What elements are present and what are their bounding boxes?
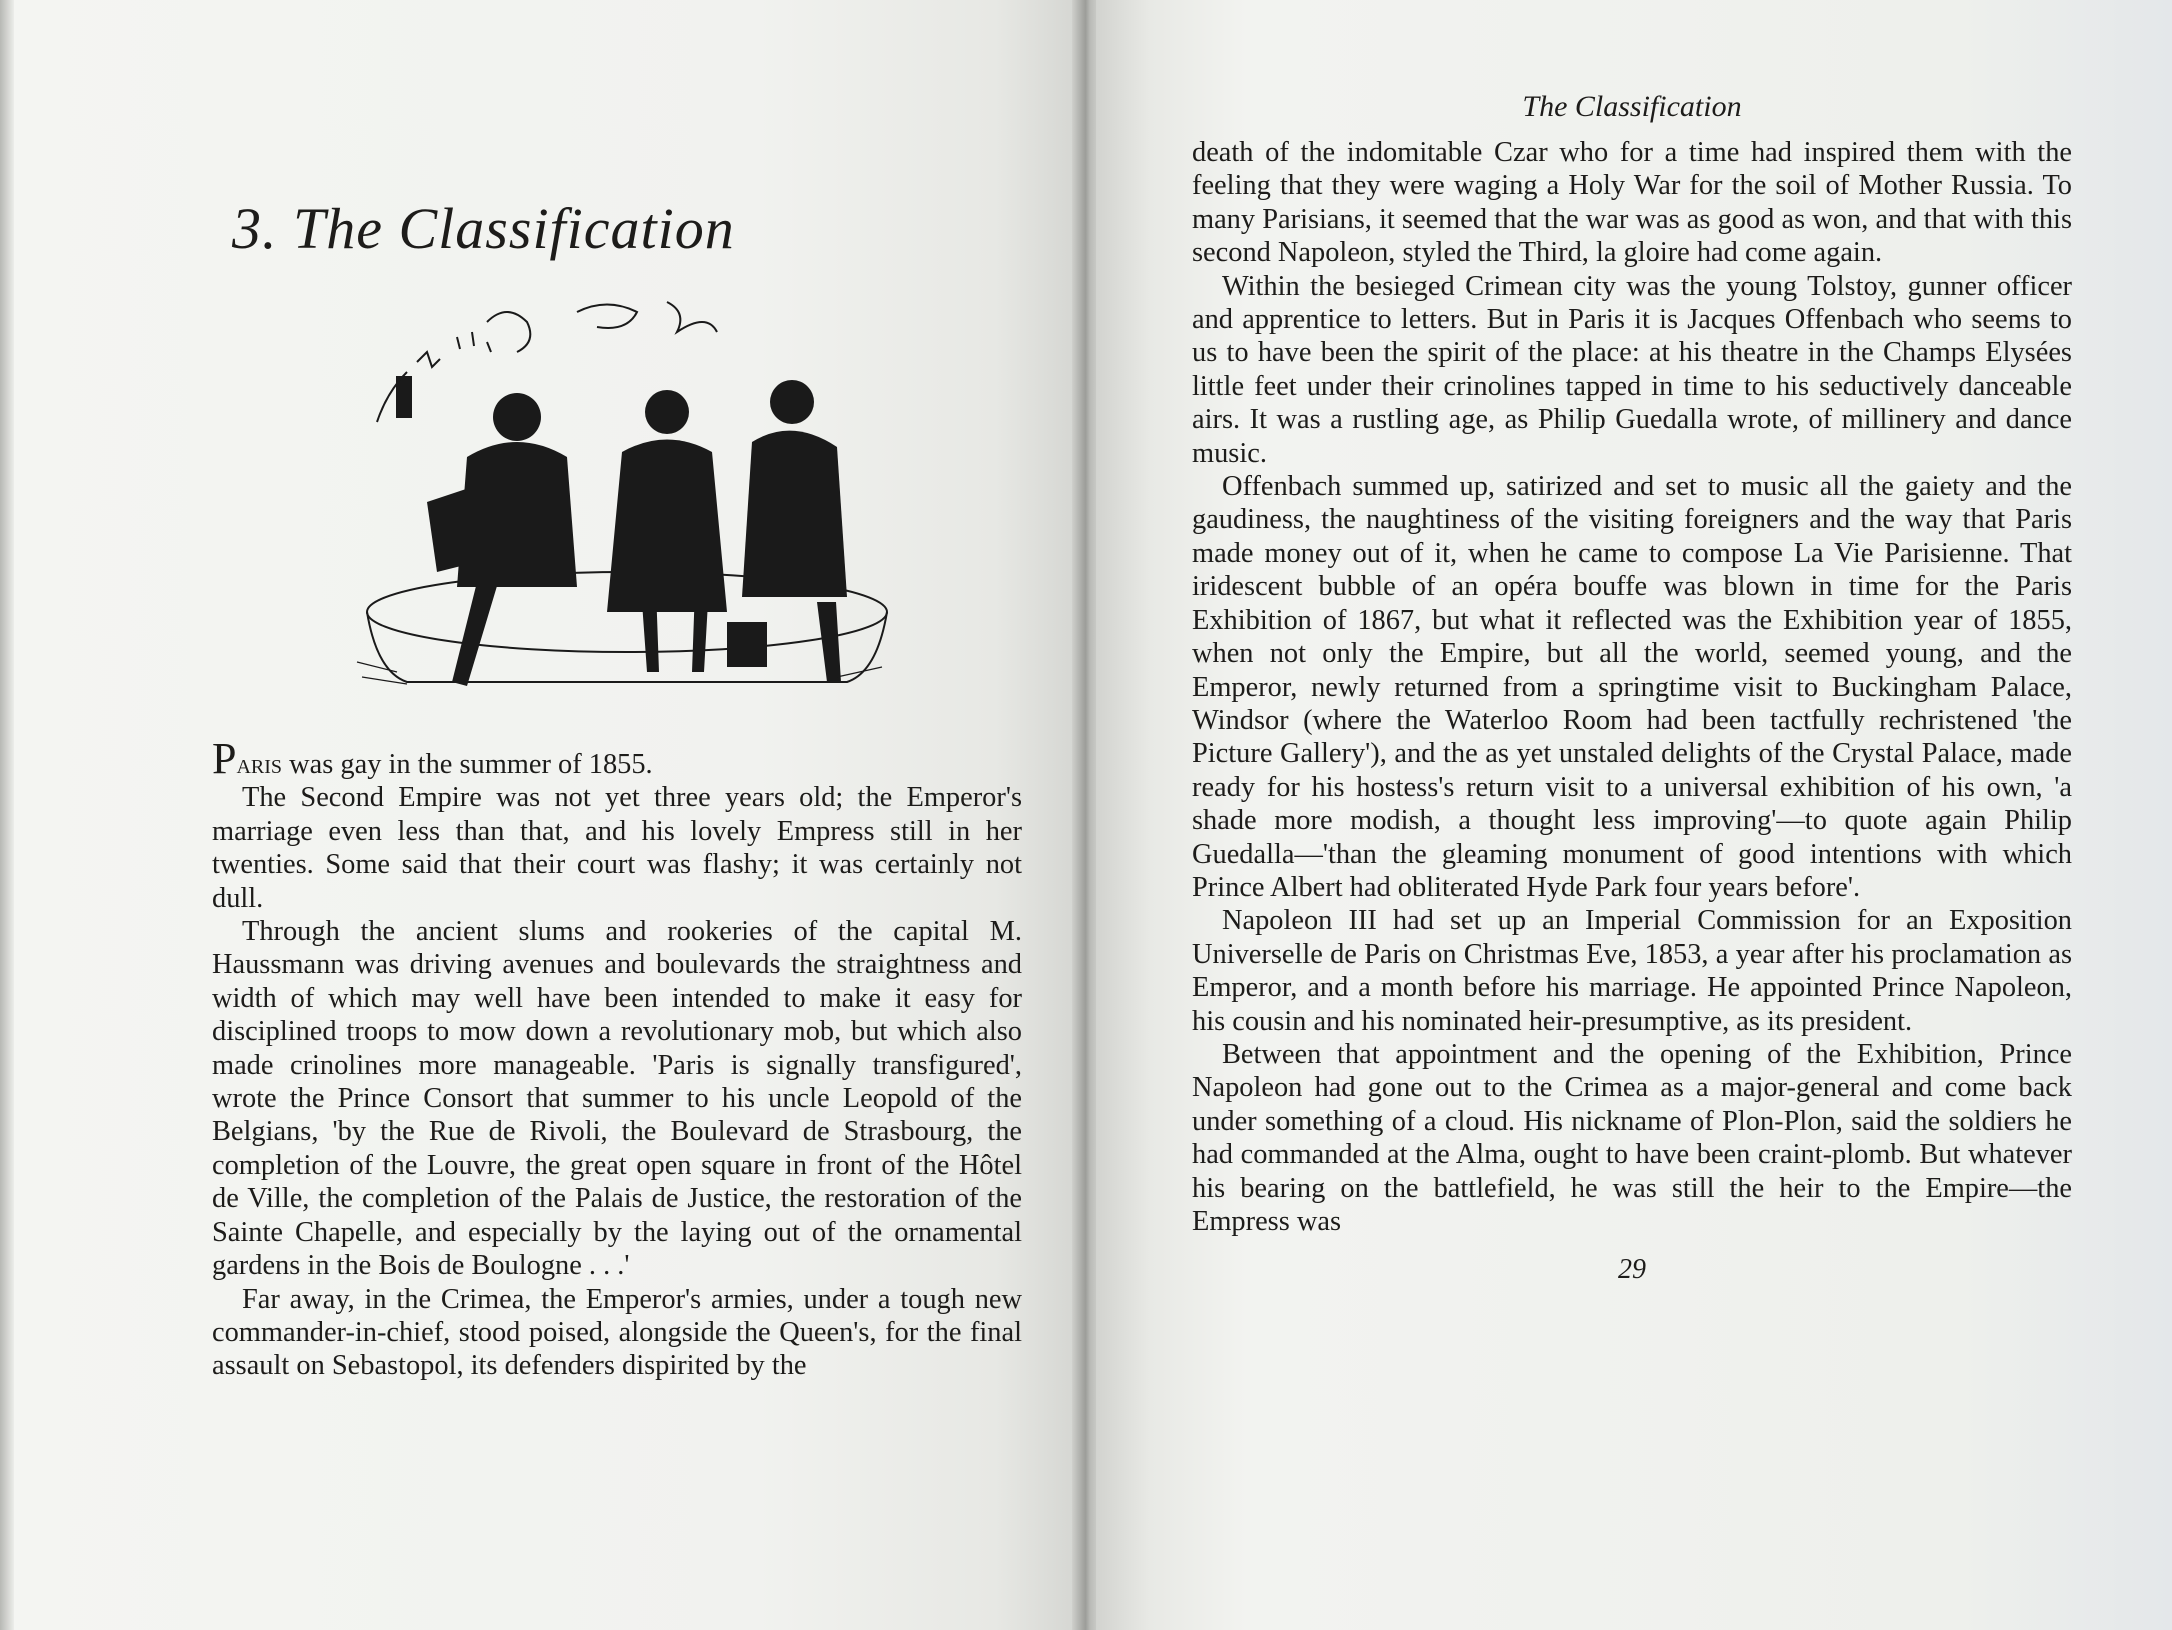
paragraph: Offenbach summed up, satirized and set to music all the gaiety and the gaudiness, the naughtiness of the visiting foreigners and the way that Paris made money out of it, when he came to compose La Vie Parisienne. That iridescent bubble of an opéra bouffe was blown in time for the Paris Exhibition of 1867, but what it reflected was the Exhibition year of 1855, when not only the Empire, but all the world, seemed young, and the Emperor, newly returned from a springtime visit to Buckingham Palace, Windsor (where the Waterloo Room had been tactfully rechristened 'the Picture Gallery'), and the as yet unstaled delights of the Crystal Palace, made ready for his hostess's return visit to a universal exhibition of his own, 'a shade more modish, a thought less improving'—to quote again Philip Guedalla—'than the gleaming monument of good intentions with which Prince Albert had obliterated Hyde Park four years before'. xyxy=(1192,471,2072,903)
chapter-title: 3. The Classification xyxy=(232,196,735,261)
paragraph: Through the ancient slums and rookeries of the capital M. Haussmann was driving avenues and boulevards the straightness and width of which may well have been intended to make it easy for disciplined troops to mow down a revolutionary mob, but which also made crinolines more manageable. 'Paris is signally transfigured', wrote the Prince Consort that summer to his uncle Leopold of the Belgians, 'by the Rue de Rivoli, the Boulevard de Strasbourg, the completion of the Louvre, the great open square in front of the Hôtel de Ville, the completion of the Palais de Justice, the restoration of the Sainte Chapelle, and especially by the laying out of the ornamental gardens in the Bois de Boulogne . . .' xyxy=(212,916,1022,1282)
left-body-text xyxy=(212,734,1022,1383)
page-edge xyxy=(0,0,14,1630)
opening-sentence: was gay in the summer of 1855. xyxy=(282,749,653,780)
small-caps-lead: aris xyxy=(236,749,283,780)
paragraph: Within the besieged Crimean city was the young Tolstoy, gunner officer and apprentice to letters. But in Paris it is Jacques Offenbach who seems to us to have been the spirit of the place: at his theatre in the Champs Elysées little feet under their crinolines tapped in time to his seductively danceable airs. It was a rustling age, as Philip Guedalla wrote, of millinery and dance music. xyxy=(1192,270,2072,469)
page-number: 29 xyxy=(1618,1254,1646,1286)
running-head: The Classification xyxy=(1522,90,1742,123)
drop-cap: P xyxy=(212,734,237,783)
paragraph: Napoleon III had set up an Imperial Commission for an Exposition Universelle de Paris on Christmas Eve, 1853, a year after his proclamation as Emperor, and a month before his marriage. He appointed Prince Napoleon, his cousin and his nominated heir-presumptive, as its president. xyxy=(1192,905,2072,1037)
paragraph: death of the indomitable Czar who for a time had inspired them with the feeling that they were waging a Holy War for the soil of Mother Russia. To many Parisians, it seemed that the war was as good as won, and that with this second Napoleon, styled the Third, la gloire had come again. xyxy=(1192,137,2072,269)
dinner-scene-illustration xyxy=(337,282,897,702)
paragraph: Far away, in the Crimea, the Emperor's armies, under a tough new commander-in-chief, stood poised, alongside the Queen's, for the final assault on Sebastopol, its defenders dispirited by the xyxy=(212,1283,1022,1382)
paragraph: The Second Empire was not yet three years old; the Emperor's marriage even less than that, and his lovely Empress still in her twenties. Some said that their court was flashy; it was certainly not dull. xyxy=(212,782,1022,914)
opening-paragraph xyxy=(212,734,1022,783)
right-page xyxy=(1096,0,2172,1630)
right-body-text xyxy=(1192,136,2072,1238)
left-page xyxy=(0,0,1082,1630)
paragraph: Between that appointment and the opening of the Exhibition, Prince Napoleon had gone out to the Crimea as a major-general and come back under something of a cloud. His nickname of Plon-Plon, said the soldiers he had commanded at the Alma, ought to have been craint-plomb. But whatever his bearing on the battlefield, he was still the heir to the Empire—the Empress was xyxy=(1192,1038,2072,1237)
